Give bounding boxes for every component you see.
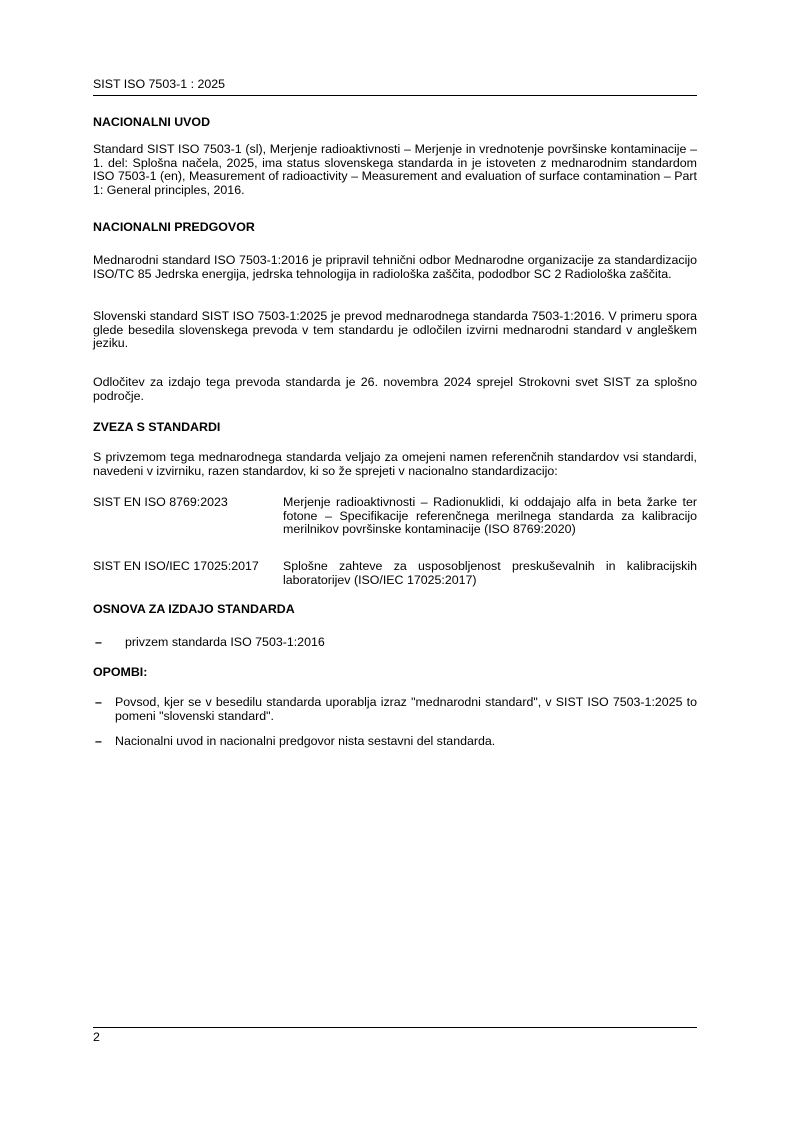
heading-nacionalni-uvod: NACIONALNI UVOD <box>93 115 211 129</box>
standard-reference-row <box>93 496 697 537</box>
standard-title: Splošne zahteve za usposobljenost preskuševalnih in kalibracijskih laboratorijev (ISO/IEC 17025:2017) <box>283 559 697 587</box>
paragraph-predgovor-3: Odločitev za izdajo tega prevoda standarda je 26. novembra 2024 sprejel Strokovni svet SIST za splošno področje. <box>93 375 697 403</box>
dash-bullet-icon: – <box>95 635 102 649</box>
heading-zveza-s-standardi: ZVEZA S STANDARDI <box>93 420 221 434</box>
standard-reference-row <box>93 560 697 587</box>
list-item <box>93 735 697 749</box>
paragraph-predgovor-2: Slovenski standard SIST ISO 7503-1:2025 je prevod mednarodnega standarda 7503-1:2016. V primeru spora glede besedila slovenskega prevoda v tem standardu je odločilen izvirni mednarodni standard v angleškem jeziku. <box>93 309 697 351</box>
page-number: 2 <box>93 1030 100 1044</box>
list-item-text: Povsod, kjer se v besedilu standarda uporablja izraz "mednarodni standard", v SIST ISO 7503-1:2025 to pomeni "slovenski standard". <box>115 695 697 723</box>
list-item-text: privzem standarda ISO 7503-1:2016 <box>125 635 325 649</box>
standard-code: SIST EN ISO 8769:2023 <box>93 495 228 509</box>
heading-osnova: OSNOVA ZA IZDAJO STANDARDA <box>93 602 295 616</box>
footer-rule <box>93 1027 697 1028</box>
heading-opombi: OPOMBI: <box>93 665 148 679</box>
paragraph-zveza-intro: S privzemom tega mednarodnega standarda veljajo za omejeni namen referenčnih standardov vsi standardi, navedeni v izvirniku, razen standardov, ki so že sprejeti v nacionalno standardizacijo: <box>93 450 697 478</box>
list-item <box>93 636 697 650</box>
list-item <box>93 696 697 723</box>
list-item-text: Nacionalni uvod in nacionalni predgovor nista sestavni del standarda. <box>115 734 496 748</box>
paragraph-predgovor-1: Mednarodni standard ISO 7503-1:2016 je pripravil tehnični odbor Mednarodne organizacije za standardizacijo ISO/TC 85 Jedrska energija, jedrska tehnologija in radiološka zaščita, pododbor SC 2 Radiološka zaščita. <box>93 253 697 281</box>
dash-bullet-icon: – <box>95 734 102 748</box>
header-rule <box>93 95 697 96</box>
standard-code: SIST EN ISO/IEC 17025:2017 <box>93 559 259 573</box>
standard-title: Merjenje radioaktivnosti – Radionuklidi, ki oddajajo alfa in beta žarke ter fotone – Specifikacije referenčnega merilnega standarda za kalibracijo merilnikov površinske kontaminacije (ISO 8769:2020) <box>283 495 697 537</box>
running-header: SIST ISO 7503-1 : 2025 <box>93 77 226 91</box>
paragraph-uvod: Standard SIST ISO 7503-1 (sl), Merjenje radioaktivnosti – Merjenje in vrednotenje površinske kontaminacije – 1. del: Splošna načela, 2025, ima status slovenskega standarda in je istoveten z mednarodnim standardom ISO 7503-1 (en), Measurement of radioactivity – Measurement and evaluation of surface contamination – Part 1: General principles, 2016. <box>93 142 697 197</box>
heading-nacionalni-predgovor: NACIONALNI PREDGOVOR <box>93 220 255 234</box>
dash-bullet-icon: – <box>95 695 102 709</box>
